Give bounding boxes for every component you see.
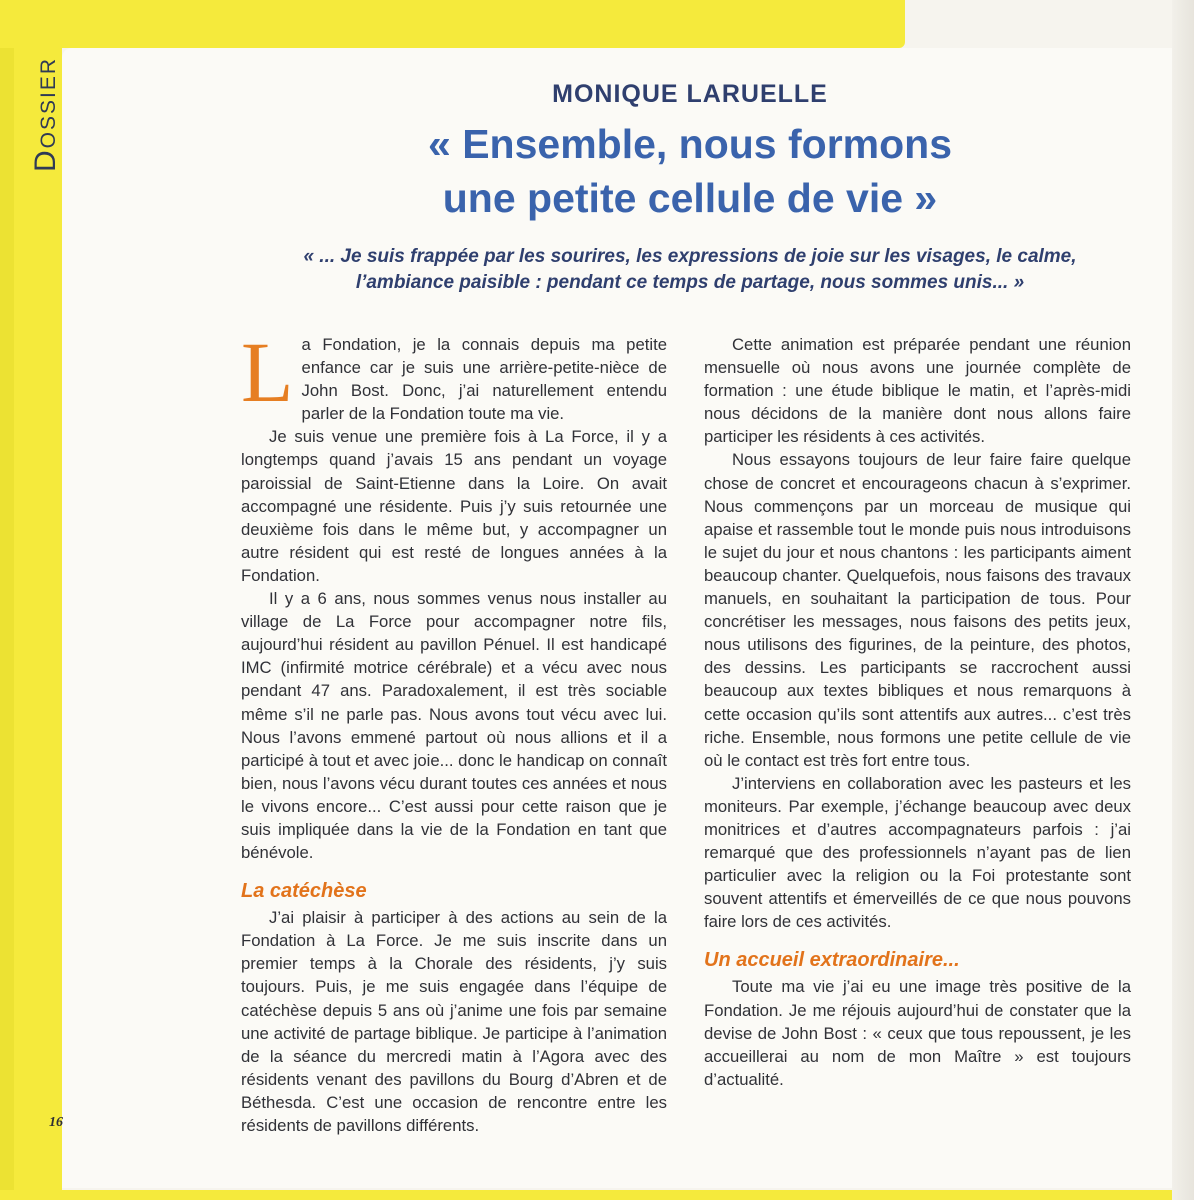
lede-line-1: « ... Je suis frappée par les sourires, les expressions de joie sur les visages, le calme,	[303, 246, 1077, 267]
paragraph: Toute ma vie j’ai eu une image très positive de la Fondation. Je me réjouis aujourd’hui de constater que la devise de John Bost : « ceux que tous repoussent, je les accueillerai au nom de mon Maître » est toujours d’actualité.	[704, 977, 1131, 1089]
lede-line-2: l’ambiance paisible : pendant ce temps de partage, nous sommes unis... »	[355, 272, 1025, 293]
section-label: Dossier	[29, 56, 62, 172]
subheading-catechese: La catéchèse	[241, 880, 367, 903]
page-number: 16	[49, 1115, 63, 1130]
headline-line-2: une petite cellule de vie »	[442, 175, 938, 221]
paragraph: Cette animation est préparée pendant une réunion mensuelle où nous avons une journée complète de formation : une étude biblique le matin, et l’après-midi nous décidons de la manière dont nous allons faire participer les résidents à ces activités.	[704, 335, 1131, 447]
lede-quote	[230, 244, 1150, 296]
article-column-2	[704, 333, 1131, 1091]
author-name: MONIQUE LARUELLE	[552, 80, 828, 108]
article-column-1	[241, 324, 667, 1137]
paragraph: Il y a 6 ans, nous sommes venus nous installer au village de La Force pour accompagner notre fils, aujourd’hui résident au pavillon Pénuel. Il est handicapé IMC (infirmité motrice cérébrale) et a vécu avec nous pendant 47 ans. Paradoxalement, il est très sociable même s’il ne parle pas. Nous avons tout vécu avec lui. Nous l’avons emmené partout où nous allions et il a participé à tout et avec joie... donc le handicap on connaît bien, nous l’avons vécu durant toutes ces années et nous le vivons encore... C’est aussi pour cette raison que je suis impliquée dans la vie de la Fondation en tant que bénévole.	[241, 589, 667, 863]
paragraph: Nous essayons toujours de leur faire faire quelque chose de concret et encourageons chacun à s’exprimer. Nous commençons par un morceau de musique qui apaise et rassemble tout le monde puis nous introduisons le sujet du jour et nous chantons : les participants aiment beaucoup chanter. Quelquefois, nous faisons des travaux manuels, en souhaitant la participation de tous. Pour concrétiser les messages, nous faisons des petits jeux, nous utilisons des figurines, de la peinture, des photos, des dessins. Les participants se raccrochent aussi beaucoup aux textes bibliques et nous remarquons à cette occasion qu’ils sont attentifs aux autres... c’est très riche. Ensemble, nous formons une petite cellule de vie où le contact est très fort entre tous.	[704, 450, 1131, 770]
paragraph-text: a Fondation, je la connais depuis ma petite enfance car je suis une arrière-petite-nièce de John Bost. Donc, j’ai naturellement entendu parler de la Fondation toute ma vie.	[301, 335, 667, 424]
paragraph: J’ai plaisir à participer à des actions au sein de la Fondation à La Force. Je me suis inscrite dans un premier temps à la Chorale des résidents, j’y suis toujours. Puis, je me suis engagée dans l’équipe de catéchèse depuis 5 ans où j’anime une fois par semaine une activité de partage biblique. Je participe à l’animation de la séance du mercredi matin à l’Agora avec des résidents venant des pavillons du Bourg d’Abren et de Béthesda. C’est une occasion de rencontre entre les résidents de pavillons différents.	[241, 908, 667, 1135]
subheading-accueil: Un accueil extraordinaire...	[704, 949, 960, 972]
yellow-frame-top	[0, 0, 905, 48]
drop-cap: L	[241, 324, 294, 420]
paragraph: Je suis venue une première fois à La Force, il y a longtemps quand j’avais 15 ans pendant un voyage paroissial de Saint-Etienne dans la Loire. On avait accompagné une résidente. Puis j’y suis retournée une deuxième fois dans le même but, y accompagner un autre résident qui est resté de longues années à la Fondation.	[241, 427, 667, 585]
headline	[0, 117, 1194, 225]
headline-line-1: « Ensemble, nous formons	[428, 121, 952, 167]
paragraph	[241, 324, 667, 425]
paragraph: J’interviens en collaboration avec les pasteurs et les moniteurs. Par exemple, j’échange beaucoup avec deux monitrices et d’autres accompagnateurs parfois : j’ai remarqué que des professionnels n’ayant pas de lien particulier avec la religion ou la Foi protestante sont souvent attentifs et émerveillés de ce que nous pouvons faire lors de ces activités.	[704, 773, 1131, 932]
yellow-frame-bottom	[0, 1190, 1194, 1200]
